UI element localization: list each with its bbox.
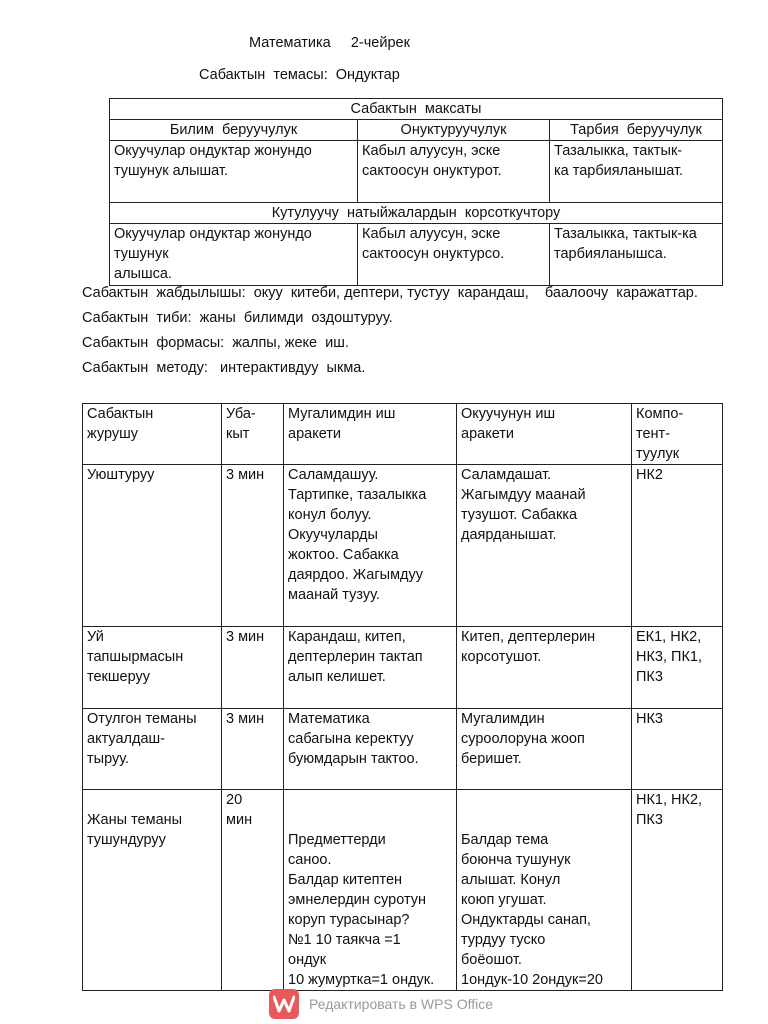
subject-title: Математика 2-чейрек <box>249 35 410 51</box>
goals-title: Сабактын максаты <box>110 99 723 120</box>
lesson-method: Сабактын методу: интерактивдуу ыкма. <box>82 360 366 376</box>
table-row <box>83 709 723 790</box>
plan-time: 3 мин <box>222 465 284 627</box>
plan-teacher-action: Предметтерди саноо. Балдар китептен эмнелердин суротун коруп турасынар? №1 10 таякча =1 ондук 10 жумуртка=1 ондук. <box>284 790 457 991</box>
lesson-equipment: Сабактын жабдылышы: окуу китеби, дептери, тустуу карандаш, баалоочу каражаттар. <box>82 285 698 301</box>
goals-header-education: Билим беруучулук <box>110 120 358 141</box>
plan-stage: Уй тапшырмасын текшеруу <box>83 627 222 709</box>
plan-stage: Уюштуруу <box>83 465 222 627</box>
table-row <box>83 627 723 709</box>
lesson-plan-table <box>82 403 723 991</box>
plan-time: 3 мин <box>222 627 284 709</box>
plan-teacher-action: Саламдашуу. Тартипке, тазалыкка конул болуу. Окуучуларды жоктоо. Сабакка даярдоо. Жагымдуу маанай тузуу. <box>284 465 457 627</box>
plan-competency: НК3 <box>632 709 723 790</box>
plan-stage: Отулгон теманы актуалдаш- тыруу. <box>83 709 222 790</box>
goal-development: Кабыл алуусун, эске сактоосун онуктурот. <box>358 141 550 203</box>
plan-teacher-action: Карандаш, китеп, дептерлерин тактап алып келишет. <box>284 627 457 709</box>
plan-student-action: Саламдашат. Жагымдуу маанай тузушот. Сабакка даярданышат. <box>457 465 632 627</box>
plan-student-action: Балдар тема боюнча тушунук алышат. Конул коюп угушат. Ондуктарды санап, турдуу туско боёошот. 1ондук-10 2ондук=20 <box>457 790 632 991</box>
plan-competency: ЕК1, НК2, НК3, ПК1, ПК3 <box>632 627 723 709</box>
lesson-form: Сабактын формасы: жалпы, жеке иш. <box>82 335 349 351</box>
table-row <box>83 465 723 627</box>
result-upbringing: Тазалыкка, тактык-ка тарбияланышса. <box>550 224 723 286</box>
plan-competency: НК1, НК2, ПК3 <box>632 790 723 991</box>
plan-header-student: Окуучунун иш аракети <box>457 404 632 465</box>
plan-competency: НК2 <box>632 465 723 627</box>
lesson-topic: Сабактын темасы: Ондуктар <box>199 67 400 83</box>
wps-logo-icon <box>269 989 299 1019</box>
goals-header-development: Онуктуруучулук <box>358 120 550 141</box>
plan-student-action: Китеп, дептерлерин корсотушот. <box>457 627 632 709</box>
wps-edit-label: Редактировать в WPS Office <box>309 996 494 1012</box>
goal-education: Окуучулар ондуктар жонундо тушунук алышат. <box>110 141 358 203</box>
plan-teacher-action: Математика сабагына керектуу буюмдарын тактоо. <box>284 709 457 790</box>
goal-upbringing: Тазалыкка, тактык- ка тарбияланышат. <box>550 141 723 203</box>
result-development: Кабыл алуусун, эске сактоосун онуктурсо. <box>358 224 550 286</box>
table-row <box>83 790 723 991</box>
lesson-type: Сабактын тиби: жаны билимди оздоштуруу. <box>82 310 393 326</box>
plan-student-action: Мугалимдин суроолоруна жооп беришет. <box>457 709 632 790</box>
plan-header-time: Уба- кыт <box>222 404 284 465</box>
plan-time: 3 мин <box>222 709 284 790</box>
goals-header-upbringing: Тарбия беруучулук <box>550 120 723 141</box>
goals-table <box>109 98 723 286</box>
plan-header-competency: Компо- тент- туулук <box>632 404 723 465</box>
wps-w-icon <box>273 995 295 1013</box>
result-education: Окуучулар ондуктар жонундо тушунук алышса. <box>110 224 358 286</box>
wps-edit-watermark[interactable] <box>269 988 493 1020</box>
results-title: Кутулуучу натыйжалардын корсоткучтору <box>110 203 723 224</box>
plan-header-teacher: Мугалимдин иш аракети <box>284 404 457 465</box>
plan-time: 20 мин <box>222 790 284 991</box>
plan-header-stage: Сабактын журушу <box>83 404 222 465</box>
plan-stage: Жаны теманы тушундуруу <box>83 790 222 991</box>
